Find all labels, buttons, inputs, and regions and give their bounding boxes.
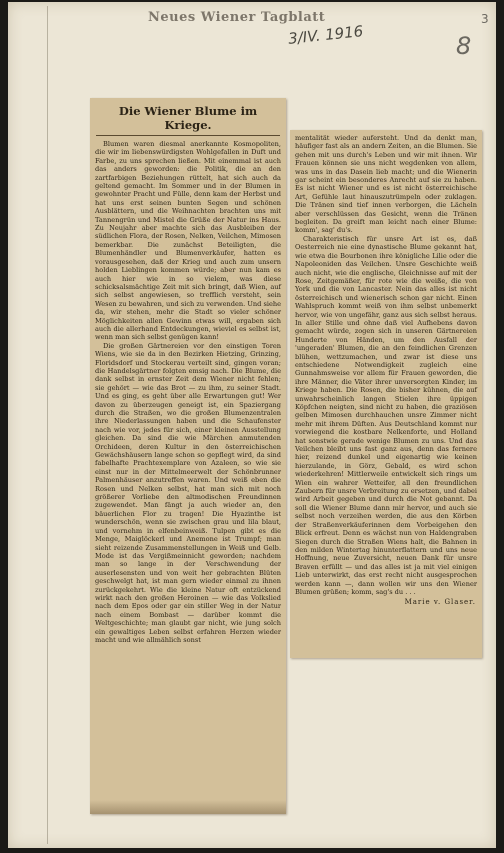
paragraph: Charakteristisch für unsre Art ist es, daß Oesterreich nie eine dynastische Blume gekannt hat, wie etwa die Bourbonen ihre königliche Lilie oder die Napoleoniden das Veilchen. Unsre Geschichte weiß auch nicht, wie die englische, Gleichnisse auf mit der Rose, Zeitgemäßer, für rote wie die weiße, die von York und die von Lancaster. Nein das alles ist nicht österreichisch und wienerisch schon gar nicht. Einen Wahlspruch kommt weiß von ihm selbst unbemerkt hervor, wie von ungefähr, ganz aus sich selbst heraus. In aller Stille und ohne daß viel Aufhebens davon gemacht würde, zogen sich in unseren Gärtnereien Hunderte von Händen, um den Ausfall der 'ungeraden' Blumen, die an den feindlichen Grenzen blühen, wettzumachen, und zwar ist diese uns entschiedene Notwendigkeit zugleich eine Gunnahmsweise vor allem für Frauen geworden, die ihre Männer, die Väter ihrer unversorgten Kinder, im Kriege haben. Die Rosen, die bisher kühnen, die auf unwahrscheinlich langen Stielen ihre üppigen Köpfchen neigten, sind nicht zu haben, die graziösen gelben Mimosen durchhauchen unsre Zimmer nicht mehr mit ihrem Düften. Aus Deutschland kommt nur vorwiegend die kostbare Nelkenforte, und Holland hat sonstwie gerade wenige Blumen zu uns. Und das Veilchen bleibt uns fast ganz aus, denn das fernere hier, reizend dunkel und eigenartig wie keinen hierzulande, in Görz, Gebald, es wird schon wiederkehren! Mittlerweile entwickelt sich rings um Wien ein wahrer Wetteifer, all den freundlichen Zaubern für unsre Verbreitung zu ersetzen, und dabei wird Arbeit gegeben und durch die Not gebannt. Da soll die Wiener Blume dann mir hervor, und auch sie selbst noch verzeihen werden, die aus den Körben der Straßenverkäuferinnen dem Vorbeigehen den Blick erfreut. Denn es wächst nun von Haldengraben Siegen durch die Straßen Wiens halt, die Bahnen in den milden Wintertag hinunterflattern und uns neue Hoffnung, neue Zuversicht, neuen Dank für unsre Braven erfüllt — und das alles ist ja mit viel einigen Lieb unterwirkt, das erst recht nicht ausgesprochen werden kann —, dann wollen wir uns den Wiener Blumen grüßen; komm, sag's du . . . [295,234,477,596]
article-author: Marie v. Glaser. [404,598,476,607]
paragraph: Die großen Gärtnereien vor den einstigen Toren Wiens, wie sie da in den Bezirken Hietzing, Grinzing, Floridsdorf und Stockerau verteilt sind, gingen voran; die Handelsgärtner folgten emsig nach. Die Blume, die dank selbst in ernster Zeit dem Wiener nicht fehlen; sie gehört — wie das Brot — zu ihm, zu seiner Stadt. Und es ging, es geht über alle Erwartungen gut! Wer davon zu überzeugen geneigt ist, ein Spaziergang durch die Straßen, wo die großen Blumenzentralen ihre Niederlassungen haben und die Schaufenster nach wie vor, jedes für sich, einer kleinen Ausstellung gleichen. Da sind die wie Märchen anmutenden Orchideen, deren Kultur in den österreichischen Gewächshäusern lange schon so gepflegt wird, da sind fabelhafte Prachtexemplare von Azaleen, so wie sie einst nur in der Mittelmeerwelt der Schönbrunner Palmenhäuser anzutreffen waren. Und weiß eben die Rosen und Nelken selbst, hat man sich mit noch größerer Vorliebe den altmodischen Freundinnen zugewendet. Man fängt ja auch wieder an, den bäuerlichen Flor zu tragen! Die Hyazinthe ist wunderschön, wenn sie zwischen grau und lila blaut, und vornehm in elfenbeinweiß. Tulpen gibt es die Menge, Maiglöckerl und Anemone ist Trumpf; man sieht reizende Zusammenstellungen in Weiß und Gelb. Mode ist das Vergißmeinnicht geworden; nachdem man so lange in der Verschwendung der auserlesensten und von weit her gebrachten Blüten geschwelgt hat, ist man gern wieder einmal zu ihnen zurückgekehrt. Wie die kleine Natur oft entzückend wirkt nach den großen Heroinen — wie das Volkslied nach dem Epos oder gar ein stiller Weg in der Natur nach einem Bombast — darüber kommt die Weltgeschichte; man glaubt gar nicht, wie jung solch ein gewaltiges Leben selbst erfahren Herzen wieder macht und wie allmählich sonst [95,341,281,644]
clipping-left-column [90,98,286,814]
page-number: 3 [481,12,489,26]
right-column-text [295,134,477,596]
article-title: Die Wiener Blume im Kriege. [96,104,280,136]
handwritten-date: 3/IV. 1916 [287,22,365,48]
left-column-text [95,140,281,644]
archive-number: 8 [456,32,472,60]
newspaper-name: Neues Wiener Tagblatt [148,10,326,25]
clipping-fade [90,800,286,814]
paragraph: mentalität wieder aufersteht. Und da denkt man, häufiger fast als an andern Zeiten, an die Blumen. Sie gehen mit uns durch's Leben und wir mit ihnen. Wir Frauen können sie uns nicht wegdenken von allem, was uns in das Dasein lieb macht; und die Wienerin gar scheint ein besonderes Anrecht auf sie zu haben. Es ist nicht Wiener und es ist nicht österreichische Art, Gefühle laut hinauszutrümpeln oder zuklagen. Die Tränen sind tief innen verborgen, die Lächeln aber verschlüssen das Gesicht, wenn die Tränen begleiten. Da greift man leicht nach einer Blume: komm', sag' du's. [295,134,477,235]
paragraph: Blumen waren diesmal anerkannte Kosmopoliten, die wir im liebenswürdigsten Wohlgefallen in Duft und Farbe, zu uns sprechen ließen. Mit einemmal ist auch das anders geworden: die Politik, die an den zartfarbigen Beziehungen rüttelt, hat sich auch da geltend gemacht. Im Sommer und in der Blumen in gewohnter Pracht und Fülle, denn kam der Herbst und hat uns erst seinen bunten Segen und schönen Ausblättern, und die Weihnachten brachten uns mit Tannengrün und Mistel die Grüße der Natur ins Haus. Zu Neujahr aber machte sich das Ausbleiben der südlichen Flora, der Rosen, Nelken, Veilchen, Mimosen bemerkbar. Die zunächst Beteiligten, die Blumenhändler und Blumenverkäufer, hatten es vorausgesehen, daß der Krieg und auch zum unsern holden Lieblingen kommen würde; aber nun kam es auch hier wie in so vielem, was diese schicksalsmächtige Zeit mit sich bringt, daß Wien, auf sich selbst angewiesen, so trefflich versteht, sein Wesen zu bewahren, und sich zu verwenden. Und siehe da, wir stehen, mehr die Stadt so vieler schöner Möglichkeiten allen Gewinn etwas will, ergaben sich auch die allerhand Entdeckungen, wieviel es selbst ist, wenn man sich selbst genügen kann! [95,140,281,342]
clipping-right-column [290,130,482,658]
archive-sheet [8,2,496,848]
margin-line [47,6,48,844]
